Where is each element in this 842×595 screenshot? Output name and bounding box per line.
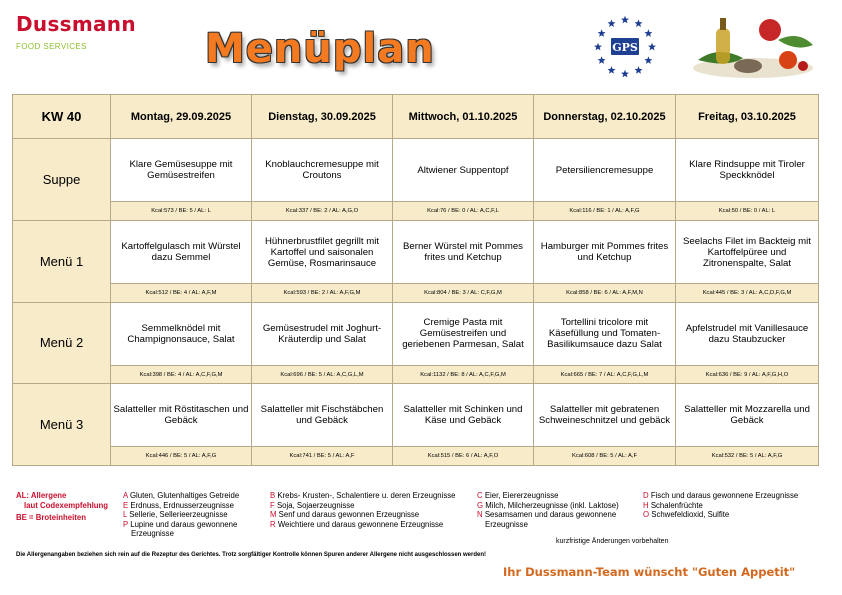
allergen-text: Milch, Milcherzeugnisse (inkl. Laktose) [485,500,619,510]
star-icon [644,56,652,64]
allergen-text: Fisch und daraus gewonnene Erzeugnisse [650,491,799,500]
dish-cell: Salatteller mit Röstitaschen und Gebäck [111,384,252,447]
nutrition-cell: Kcal:532 / BE: 5 / AL: A,F,G [676,447,819,466]
header-row [13,95,819,139]
nutrition-cell: Kcal:573 / BE: 5 / AL: L [111,202,252,221]
be-label: BE = Broteinheiten [16,513,86,523]
allergen-letter: E [123,500,129,510]
row-label-menu-2: Menü 2 [13,302,111,384]
nutrition-cell: Kcal:446 / BE: 5 / AL: A,F,G [111,447,252,466]
allergen-text: Senf und daraus gewonnen Erzeugnisse [278,510,420,520]
star-icon [608,19,616,27]
nutrition-cell: Kcal:1132 / BE: 8 / AL: A,C,F,G,M [393,365,534,384]
dish-cell: Salatteller mit Fischstäbchen und Gebäck [252,384,393,447]
page-title: Menüplan [205,26,435,72]
day-header-tuesday: Dienstag, 30.09.2025 [252,95,393,139]
dish-row-suppe [13,139,819,202]
dish-cell: Salatteller mit Mozzarella und Gebäck [676,384,819,447]
star-icon [621,16,629,24]
allergen-letter: M [270,510,277,520]
dish-row-menu-1 [13,221,819,284]
allergen-letter: H [643,500,649,510]
legend-col-3 [477,491,619,529]
nutrition-cell: Kcal:76 / BE: 0 / AL: A,C,F,L [393,202,534,221]
footer-greeting: Ihr Dussmann-Team wünscht "Guten Appetit" [503,565,796,579]
dish-cell: Gemüsestrudel mit Joghurt-Kräuterdip und Salat [252,302,393,365]
dish-cell: Semmelknödel mit Champignonsauce, Salat [111,302,252,365]
nutrition-cell: Kcal:608 / BE: 5 / AL: A,F [534,447,676,466]
brand-subtitle: FOOD SERVICES [16,42,87,51]
nutrition-cell: Kcal:445 / BE: 3 / AL: A,C,D,F,G,M [676,284,819,303]
gps-logo-text: GPS [612,41,638,54]
allergen-letter: B [270,491,276,500]
dish-cell: Salatteller mit gebratenen Schweineschnitzel und gebäck [534,384,676,447]
dish-cell: Berner Würstel mit Pommes frites und Ketchup [393,221,534,284]
allergen-letter: F [270,500,275,510]
nutrition-cell: Kcal:636 / BE: 9 / AL: A,F,G,H,O [676,365,819,384]
dish-cell: Hamburger mit Pommes frites und Ketchup [534,221,676,284]
brand-name: Dussmann [16,12,136,36]
nutrition-cell: Kcal:512 / BE: 4 / AL: A,F,M [111,284,252,303]
dish-cell: Kartoffelgulasch mit Würstel dazu Semmel [111,221,252,284]
day-header-monday: Montag, 29.09.2025 [111,95,252,139]
star-icon [598,56,606,64]
nutrition-cell: Kcal:665 / BE: 7 / AL: A,C,F,G,L,M [534,365,676,384]
info-row-suppe [13,202,819,221]
gps-logo [592,14,658,80]
legend-col-2 [270,491,456,529]
dish-cell: Tortellini tricolore mit Käsefüllung und Tomaten-Basilikumsauce dazu Salat [534,302,676,365]
dish-cell: Hühnerbrustfilet gegrillt mit Kartoffel und saisonalen Gemüse, Rosmarinsauce [252,221,393,284]
allergen-sublabel: laut Codexempfehlung [24,500,109,510]
dish-cell: Altwiener Suppentopf [393,139,534,202]
allergen-disclaimer: Die Allergenangaben beziehen sich rein auf die Rezeptur des Gerichtes. Trotz sorgfältiger Kontrolle können Spuren anderer Allergene nicht ausgeschlossen werden! [16,552,486,558]
legend-labels [16,491,108,523]
changes-note: kurzfristige Änderungen vorbehalten [556,538,669,545]
nutrition-cell: Kcal:337 / BE: 2 / AL: A,G,O [252,202,393,221]
allergen-text: Eier, Eiererzeugnisse [484,491,559,500]
allergen-letter: P [123,519,129,529]
allergen-letter: N [477,510,483,520]
star-icon [598,29,606,37]
star-icon [635,19,643,27]
allergen-text-cont: Erzeugnisse [131,529,174,539]
allergen-letter: L [123,510,128,520]
info-row-menu-2 [13,365,819,384]
row-label-menu-3: Menü 3 [13,384,111,466]
dish-cell: Klare Gemüsesuppe mit Gemüsestreifen [111,139,252,202]
dish-row-menu-2 [13,302,819,365]
allergen-text: Erdnuss, Erdnusserzeugnisse [130,500,234,510]
allergen-label: AL: Allergene [16,491,67,500]
allergen-text: Schalenfrüchte [650,500,703,510]
dish-cell: Knoblauchcremesuppe mit Croutons [252,139,393,202]
nutrition-cell: Kcal:696 / BE: 5 / AL: A,C,G,L,M [252,365,393,384]
allergen-letter: R [270,519,276,529]
menu-table [12,94,819,466]
info-row-menu-3 [13,447,819,466]
allergen-text-cont: Erzeugnisse [485,519,528,529]
star-icon [648,43,656,51]
legend-col-4 [643,491,798,520]
allergen-letter: D [643,491,649,500]
info-row-menu-1 [13,284,819,303]
nutrition-cell: Kcal:858 / BE: 6 / AL: A,F,M,N [534,284,676,303]
dish-cell: Apfelstrudel mit Vanillesauce dazu Staubzucker [676,302,819,365]
nutrition-cell: Kcal:116 / BE: 1 / AL: A,F,G [534,202,676,221]
allergen-letter: G [477,500,484,510]
row-label-menu-1: Menü 1 [13,221,111,303]
nutrition-cell: Kcal:398 / BE: 4 / AL: A,C,F,G,M [111,365,252,384]
star-icon [635,66,643,74]
dish-cell: Petersiliencremesuppe [534,139,676,202]
nutrition-cell: Kcal:593 / BE: 2 / AL: A,F,G,M [252,284,393,303]
food-image [688,10,818,82]
day-header-wednesday: Mittwoch, 01.10.2025 [393,95,534,139]
allergen-text: Weichtiere und daraus gewonnene Erzeugnisse [277,519,444,529]
allergen-letter: C [477,491,483,500]
nutrition-cell: Kcal:50 / BE: 0 / AL: L [676,202,819,221]
dish-cell: Cremige Pasta mit Gemüsestreifen und geriebenen Parmesan, Salat [393,302,534,365]
day-header-thursday: Donnerstag, 02.10.2025 [534,95,676,139]
allergen-text: Gluten, Glutenhaltiges Getreide [129,491,240,500]
allergen-text: Sellerie, Sellerieerzeugnisse [129,510,228,520]
allergen-text: Krebs- Krusten-, Schalentiere u. deren Erzeugnisse [277,491,456,500]
star-icon [621,70,629,78]
day-header-friday: Freitag, 03.10.2025 [676,95,819,139]
week-label: KW 40 [13,95,111,139]
allergen-text: Schwefeldioxid, Sulfite [651,510,730,520]
nutrition-cell: Kcal:741 / BE: 5 / AL: A,F [252,447,393,466]
legend-col-1 [123,491,239,539]
dish-cell: Salatteller mit Schinken und Käse und Gebäck [393,384,534,447]
allergen-letter: O [643,510,650,520]
star-icon [594,43,602,51]
allergen-text: Sesamsamen und daraus gewonnene [484,510,617,520]
star-icon [644,29,652,37]
allergen-letter: A [123,491,128,500]
row-label-suppe: Suppe [13,139,111,221]
brand-logo [16,12,136,51]
allergen-text: Soja, Sojaerzeugnisse [276,500,355,510]
dish-row-menu-3 [13,384,819,447]
dish-cell: Klare Rindsuppe mit Tiroler Speckknödel [676,139,819,202]
nutrition-cell: Kcal:804 / BE: 3 / AL: C,F,G,M [393,284,534,303]
dish-cell: Seelachs Filet im Backteig mit Kartoffelpüree und Zitronenspalte, Salat [676,221,819,284]
allergen-text: Lupine und daraus gewonnene [130,519,238,529]
star-icon [608,66,616,74]
nutrition-cell: Kcal:515 / BE: 6 / AL: A,F,O [393,447,534,466]
